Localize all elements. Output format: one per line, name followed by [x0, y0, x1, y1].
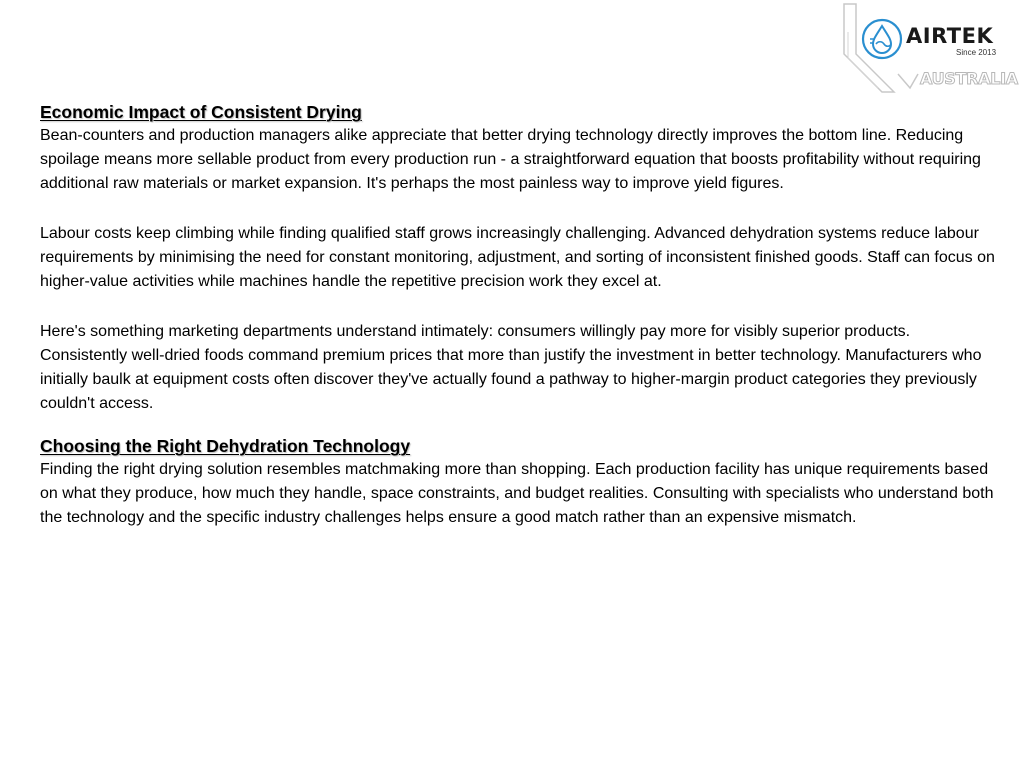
logo-since-text: Since 2013 [956, 48, 997, 57]
paragraph: Bean-counters and production managers alike appreciate that better drying technology directly improves the bottom line. Reducing spoilage means more sellable product from every production run - a straightforward equation that boosts profitability without requiring additional raw materials or market expansion. It's perhaps the most painless way to improve yield figures. [40, 127, 981, 192]
paragraph: Here's something marketing departments understand intimately: consumers willingly pay more for visibly superior products. Consistently well-dried foods command premium prices that more than justify the investment in better technology. Manufacturers who initially baulk at equipment costs often discover they've actually found a pathway to higher-margin product categories they previously couldn't access. [40, 323, 982, 412]
paragraph: Labour costs keep climbing while finding qualified staff grows increasingly challenging. Advanced dehydration systems reduce labour requirements by minimising the need for constant monitoring, adjustment, and sorting of inconsistent finished goods. Staff can focus on higher-value activities while machines handle the repetitive precision work they excel at. [40, 225, 995, 290]
paragraph: Finding the right drying solution resembles matchmaking more than shopping. Each production facility has unique requirements based on what they produce, how much they handle, space constraints, and budget realities. Consulting with specialists who understand both the technology and the specific industry challenges helps ensure a good match rather than an expensive mismatch. [40, 461, 994, 526]
article-body [40, 100, 1000, 530]
section-heading-choosing-technology: Choosing the Right Dehydration Technology [40, 436, 411, 456]
logo-country-text: AUSTRALIA [920, 69, 1018, 88]
airtek-logo [838, 2, 1024, 94]
logo-brand-name: AIRTEK [906, 24, 994, 48]
section-heading-economic-impact: Economic Impact of Consistent Drying [40, 102, 362, 122]
